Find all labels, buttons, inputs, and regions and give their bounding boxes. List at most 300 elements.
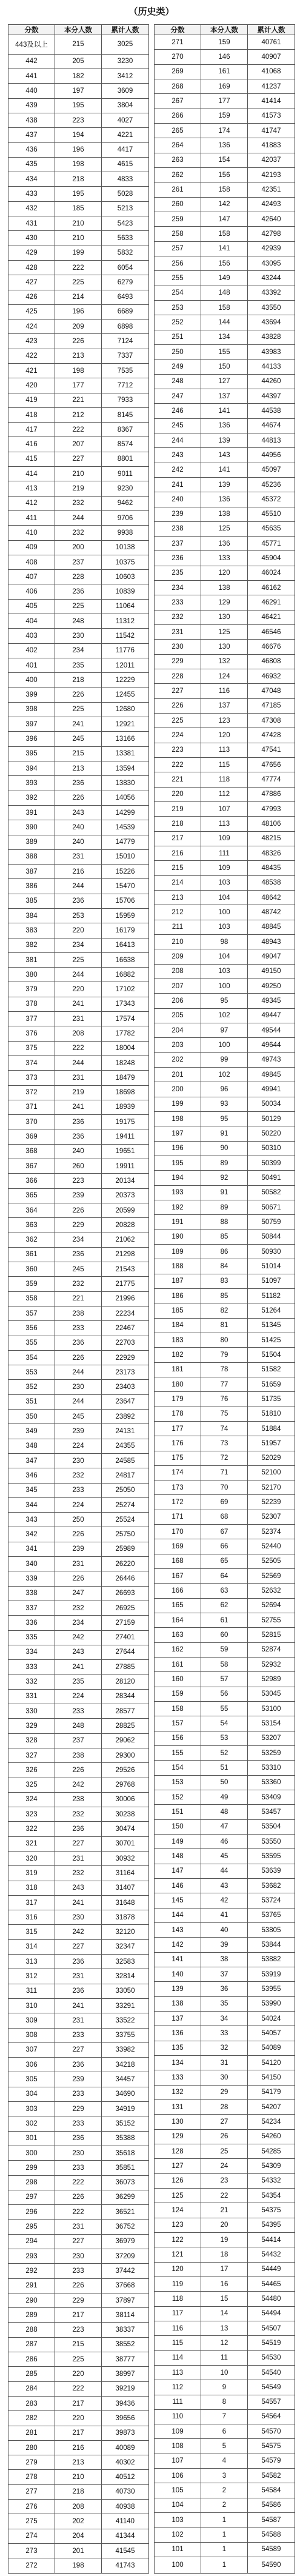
count-cell: 244	[55, 879, 102, 894]
score-cell: 368	[8, 1144, 55, 1159]
count-cell: 132	[201, 654, 248, 669]
cumulative-cell: 3804	[102, 98, 149, 113]
cumulative-cell: 52239	[248, 1495, 295, 1510]
score-cell: 426	[8, 290, 55, 304]
score-cell: 105	[155, 2483, 201, 2498]
count-cell: 226	[55, 2278, 102, 2293]
cumulative-cell: 39873	[102, 2426, 149, 2440]
cumulative-cell: 24585	[102, 1453, 149, 1468]
cumulative-cell: 15706	[102, 894, 149, 908]
count-cell: 104	[201, 949, 248, 964]
table-row	[8, 2455, 149, 2470]
cumulative-cell: 13830	[102, 776, 149, 791]
table-row	[8, 776, 149, 791]
cumulative-cell: 9462	[102, 496, 149, 510]
table-row	[155, 1185, 295, 1200]
count-cell: 2	[201, 2498, 248, 2512]
table-row	[155, 905, 295, 920]
count-cell: 99	[201, 1052, 248, 1067]
table-row	[8, 673, 149, 687]
score-cell: 284	[8, 2381, 55, 2396]
count-cell: 199	[55, 246, 102, 260]
cumulative-cell: 18248	[102, 1055, 149, 1070]
cumulative-cell: 43828	[248, 330, 295, 344]
cumulative-cell: 5832	[102, 246, 149, 260]
cumulative-cell: 43694	[248, 315, 295, 330]
table-row	[155, 994, 295, 1008]
cumulative-cell: 34218	[102, 2058, 149, 2072]
score-cell: 211	[155, 920, 201, 934]
count-cell: 226	[55, 2190, 102, 2204]
count-cell: 109	[201, 831, 248, 846]
table-row	[8, 997, 149, 1011]
count-cell: 9	[201, 2380, 248, 2395]
table-row	[155, 1849, 295, 1864]
cumulative-cell: 54285	[248, 2144, 295, 2158]
count-cell: 220	[55, 2411, 102, 2426]
score-cell: 156	[155, 1731, 201, 1745]
score-cell: 130	[155, 2115, 201, 2129]
count-cell: 45	[201, 1849, 248, 1864]
table-row	[8, 526, 149, 540]
table-row	[155, 1775, 295, 1790]
table-row	[8, 1895, 149, 1910]
score-cell: 251	[155, 330, 201, 344]
cumulative-cell: 4833	[102, 172, 149, 187]
count-cell: 226	[55, 1203, 102, 1217]
cumulative-cell: 13166	[102, 732, 149, 746]
count-cell: 65	[201, 1554, 248, 1568]
score-cell: 220	[155, 787, 201, 801]
score-cell: 428	[8, 260, 55, 275]
count-cell: 53	[201, 1731, 248, 1745]
cumulative-cell: 28344	[102, 1689, 149, 1704]
count-cell: 5	[201, 2439, 248, 2454]
count-cell: 215	[55, 2337, 102, 2352]
count-cell: 78	[201, 1362, 248, 1377]
cumulative-cell: 49047	[248, 949, 295, 964]
count-cell: 217	[55, 2308, 102, 2323]
cumulative-cell: 21543	[102, 1262, 149, 1277]
cumulative-cell: 40761	[248, 35, 295, 50]
cumulative-cell: 40302	[102, 2455, 149, 2470]
count-cell: 239	[55, 1188, 102, 1203]
cumulative-cell: 48106	[248, 817, 295, 831]
count-cell: 200	[55, 540, 102, 555]
cumulative-cell: 50930	[248, 1244, 295, 1259]
score-cell: 260	[155, 197, 201, 212]
score-cell: 109	[155, 2424, 201, 2439]
score-cell: 276	[8, 2500, 55, 2514]
count-cell: 207	[55, 437, 102, 452]
cumulative-cell: 51504	[248, 1348, 295, 1362]
cumulative-cell: 21996	[102, 1291, 149, 1306]
count-cell: 67	[201, 1525, 248, 1539]
cumulative-cell: 4027	[102, 113, 149, 127]
score-cell: 217	[155, 831, 201, 846]
score-cell: 404	[8, 614, 55, 629]
score-cell: 329	[8, 1719, 55, 1733]
count-cell: 1	[201, 2542, 248, 2557]
table-row	[155, 2070, 295, 2085]
count-cell: 42	[201, 1893, 248, 1908]
score-cell: 300	[8, 2146, 55, 2160]
cumulative-cell: 54557	[248, 2395, 295, 2409]
cumulative-cell: 36979	[102, 2234, 149, 2249]
score-cell: 222	[155, 758, 201, 772]
cumulative-cell: 54579	[248, 2454, 295, 2468]
count-cell: 29	[201, 2085, 248, 2099]
table-row	[8, 1321, 149, 1336]
count-cell: 113	[201, 817, 248, 831]
table-row	[8, 865, 149, 879]
score-cell: 184	[155, 1318, 201, 1333]
count-cell: 218	[55, 2484, 102, 2499]
table-row	[155, 2011, 295, 2026]
score-cell: 315	[8, 1925, 55, 1939]
count-cell: 221	[55, 393, 102, 407]
table-row	[155, 360, 295, 374]
count-cell: 159	[201, 35, 248, 50]
score-cell: 362	[8, 1233, 55, 1247]
cumulative-cell: 52694	[248, 1598, 295, 1613]
cumulative-cell: 20373	[102, 1188, 149, 1203]
count-cell: 234	[55, 938, 102, 952]
count-cell: 242	[55, 1630, 102, 1645]
cumulative-cell: 48742	[248, 905, 295, 920]
table-row	[8, 467, 149, 481]
score-cell: 215	[155, 861, 201, 875]
table-row	[155, 1996, 295, 2011]
table-row	[8, 2234, 149, 2249]
cumulative-cell: 53990	[248, 1996, 295, 2011]
cumulative-cell: 3412	[102, 69, 149, 84]
table-row	[155, 1303, 295, 1318]
score-cell: 432	[8, 201, 55, 216]
score-cell: 374	[8, 1055, 55, 1070]
score-cell: 113	[155, 2365, 201, 2380]
count-cell: 70	[201, 1480, 248, 1495]
table-row	[8, 1468, 149, 1483]
cumulative-cell: 50310	[248, 1141, 295, 1156]
cumulative-cell: 49345	[248, 994, 295, 1008]
count-cell: 221	[55, 1291, 102, 1306]
count-cell: 241	[55, 1998, 102, 2013]
count-cell: 104	[201, 891, 248, 905]
score-cell: 422	[8, 349, 55, 363]
table-row	[155, 1702, 295, 1716]
count-cell: 111	[201, 846, 248, 861]
score-cell: 110	[155, 2409, 201, 2424]
cumulative-cell: 53682	[248, 1879, 295, 1893]
count-cell: 1	[201, 2513, 248, 2527]
score-cell: 305	[8, 2072, 55, 2087]
count-cell: 242	[55, 1925, 102, 1939]
count-cell: 85	[201, 1288, 248, 1303]
score-cell: 316	[8, 1910, 55, 1925]
count-cell: 159	[201, 109, 248, 123]
table-row	[155, 964, 295, 979]
cumulative-cell: 54586	[248, 2498, 295, 2512]
table-row	[8, 1674, 149, 1689]
cumulative-cell: 22467	[102, 1321, 149, 1336]
cumulative-cell: 53882	[248, 1952, 295, 1967]
cumulative-cell: 36752	[102, 2220, 149, 2234]
count-cell: 7	[201, 2409, 248, 2424]
score-cell: 338	[8, 1586, 55, 1601]
cumulative-cell: 18698	[102, 1085, 149, 1100]
table-row	[155, 389, 295, 403]
score-cell: 147	[155, 1864, 201, 1878]
table-row	[8, 1262, 149, 1277]
cumulative-cell: 54584	[248, 2483, 295, 2498]
table-row	[155, 1672, 295, 1687]
count-cell: 89	[201, 1200, 248, 1214]
table-row	[155, 2247, 295, 2262]
cumulative-cell: 17574	[102, 1012, 149, 1026]
table-row	[155, 1731, 295, 1745]
count-cell: 89	[201, 1156, 248, 1170]
count-cell: 241	[55, 1660, 102, 1674]
cumulative-cell: 21298	[102, 1247, 149, 1262]
count-cell: 1	[201, 2527, 248, 2542]
table-row	[155, 2085, 295, 2099]
table-row	[155, 1067, 295, 1082]
cumulative-cell: 15010	[102, 849, 149, 864]
score-cell: 364	[8, 1203, 55, 1217]
count-cell: 79	[201, 1348, 248, 1362]
score-cell: 141	[155, 1952, 201, 1967]
score-cell: 205	[155, 1008, 201, 1023]
cumulative-cell: 50844	[248, 1229, 295, 1244]
cumulative-cell: 46024	[248, 566, 295, 580]
table-row	[8, 1026, 149, 1041]
table-row	[8, 304, 149, 319]
cumulative-cell: 53045	[248, 1687, 295, 1701]
cumulative-cell: 46421	[248, 610, 295, 624]
score-cell: 398	[8, 702, 55, 717]
score-cell: 199	[155, 1097, 201, 1111]
score-cell: 226	[155, 698, 201, 713]
cumulative-cell: 46291	[248, 595, 295, 610]
cumulative-cell: 44397	[248, 389, 295, 403]
count-cell: 233	[55, 2161, 102, 2175]
score-cell: 186	[155, 1288, 201, 1303]
count-cell: 231	[55, 2220, 102, 2234]
cumulative-cell: 3025	[102, 35, 149, 55]
table-row	[8, 334, 149, 349]
table-header-row	[155, 25, 295, 35]
score-cell: 245	[155, 418, 201, 433]
cumulative-cell: 53844	[248, 1938, 295, 1952]
count-cell: 21	[201, 2203, 248, 2218]
cumulative-cell: 40512	[102, 2470, 149, 2484]
score-cell: 430	[8, 231, 55, 246]
cumulative-cell: 54414	[248, 2232, 295, 2247]
table-row	[8, 2087, 149, 2101]
count-cell: 198	[55, 364, 102, 378]
cumulative-cell: 52440	[248, 1539, 295, 1554]
count-cell: 77	[201, 1377, 248, 1391]
score-cell: 407	[8, 570, 55, 584]
score-cell: 417	[8, 423, 55, 437]
cumulative-cell: 36521	[102, 2205, 149, 2220]
count-cell: 219	[55, 481, 102, 496]
count-cell: 213	[55, 2455, 102, 2470]
count-cell: 142	[201, 197, 248, 212]
score-cell: 429	[8, 246, 55, 260]
score-cell: 363	[8, 1218, 55, 1233]
table-row	[8, 1601, 149, 1615]
score-cell: 133	[155, 2070, 201, 2085]
count-cell: 201	[55, 2543, 102, 2558]
count-cell: 222	[55, 2205, 102, 2220]
table-row	[155, 153, 295, 167]
table-row	[8, 1365, 149, 1380]
cumulative-cell: 42798	[248, 227, 295, 241]
cumulative-cell: 16638	[102, 952, 149, 967]
count-cell: 16	[201, 2277, 248, 2291]
cumulative-cell: 29526	[102, 1763, 149, 1778]
table-row	[8, 378, 149, 393]
count-cell: 222	[55, 1041, 102, 1055]
cumulative-cell: 51957	[248, 1436, 295, 1451]
count-cell: 232	[55, 1601, 102, 1615]
cumulative-cell: 33982	[102, 2042, 149, 2057]
table-row	[8, 968, 149, 982]
score-cell: 416	[8, 437, 55, 452]
table-row	[8, 1939, 149, 1954]
table-row	[155, 581, 295, 595]
score-cell: 114	[155, 2350, 201, 2365]
cumulative-cell: 48943	[248, 935, 295, 949]
score-cell: 376	[8, 1026, 55, 1041]
count-cell: 215	[55, 746, 102, 761]
table-row	[155, 418, 295, 433]
table-row	[155, 1864, 295, 1878]
table-row	[155, 256, 295, 270]
score-cell: 313	[8, 1955, 55, 1969]
table-row	[155, 684, 295, 698]
table-row	[8, 584, 149, 599]
score-cell: 367	[8, 1159, 55, 1174]
table-row	[8, 128, 149, 142]
score-cell: 123	[155, 2218, 201, 2232]
score-table-right	[154, 24, 295, 2574]
count-cell: 236	[55, 1129, 102, 1144]
score-cell: 335	[8, 1630, 55, 1645]
cumulative-cell: 52932	[248, 1658, 295, 1672]
count-cell: 232	[55, 1807, 102, 1822]
count-cell: 236	[55, 2131, 102, 2146]
count-cell: 141	[201, 241, 248, 256]
score-cell: 265	[155, 123, 201, 138]
cumulative-cell: 6493	[102, 290, 149, 304]
table-row	[155, 1348, 295, 1362]
count-cell: 243	[55, 805, 102, 820]
count-cell: 130	[201, 610, 248, 624]
count-cell: 85	[201, 1229, 248, 1244]
count-cell: 18	[201, 2247, 248, 2262]
count-cell: 125	[201, 625, 248, 640]
cumulative-cell: 10375	[102, 555, 149, 569]
count-cell: 129	[201, 595, 248, 610]
cumulative-cell: 4221	[102, 128, 149, 142]
score-cell: 267	[155, 94, 201, 109]
table-row	[155, 1126, 295, 1141]
table-row	[8, 1453, 149, 1468]
count-cell: 244	[55, 968, 102, 982]
score-cell: 129	[155, 2129, 201, 2144]
count-cell: 218	[55, 673, 102, 687]
table-row	[8, 1129, 149, 1144]
table-row	[155, 2350, 295, 2365]
cumulative-cell: 48642	[248, 891, 295, 905]
table-row	[8, 1513, 149, 1527]
score-cell: 282	[8, 2411, 55, 2426]
cumulative-cell: 54332	[248, 2173, 295, 2188]
cumulative-cell: 28825	[102, 1719, 149, 1733]
cumulative-cell: 50220	[248, 1126, 295, 1141]
score-cell: 167	[155, 1569, 201, 1584]
table-row	[155, 891, 295, 905]
cumulative-cell: 14299	[102, 805, 149, 820]
table-row	[155, 2321, 295, 2335]
count-cell: 3	[201, 2469, 248, 2483]
score-cell: 380	[8, 968, 55, 982]
score-cell: 371	[8, 1100, 55, 1114]
score-cell: 208	[155, 964, 201, 979]
table-row	[155, 1451, 295, 1465]
count-cell: 15	[201, 2292, 248, 2306]
table-row	[8, 1336, 149, 1350]
score-cell: 262	[155, 167, 201, 182]
score-cell: 304	[8, 2087, 55, 2101]
cumulative-cell: 30474	[102, 1822, 149, 1836]
table-row	[8, 2470, 149, 2484]
cumulative-cell: 24131	[102, 1424, 149, 1439]
cumulative-cell: 49544	[248, 1023, 295, 1037]
score-cell: 230	[155, 640, 201, 654]
cumulative-cell: 50582	[248, 1185, 295, 1200]
count-cell: 102	[201, 1067, 248, 1082]
cumulative-cell: 36073	[102, 2175, 149, 2190]
score-cell: 183	[155, 1333, 201, 1347]
table-row	[8, 2529, 149, 2543]
count-cell: 222	[55, 423, 102, 437]
score-cell: 138	[155, 1996, 201, 2011]
table-row	[155, 1598, 295, 1613]
table-row	[155, 2173, 295, 2188]
cumulative-cell: 54057	[248, 2026, 295, 2041]
table-row	[8, 746, 149, 761]
cumulative-cell: 45771	[248, 537, 295, 551]
count-cell: 233	[55, 1483, 102, 1497]
table-row	[155, 1156, 295, 1170]
count-cell: 208	[55, 2500, 102, 2514]
score-cell: 372	[8, 1085, 55, 1100]
score-cell: 235	[155, 566, 201, 580]
table-row	[155, 1229, 295, 1244]
count-cell: 230	[55, 1910, 102, 1925]
count-cell: 118	[201, 772, 248, 787]
table-row	[155, 1392, 295, 1407]
count-cell: 236	[55, 776, 102, 791]
score-cell: 223	[155, 743, 201, 757]
cumulative-cell: 54549	[248, 2380, 295, 2395]
table-row	[155, 758, 295, 772]
cumulative-cell: 54575	[248, 2439, 295, 2454]
